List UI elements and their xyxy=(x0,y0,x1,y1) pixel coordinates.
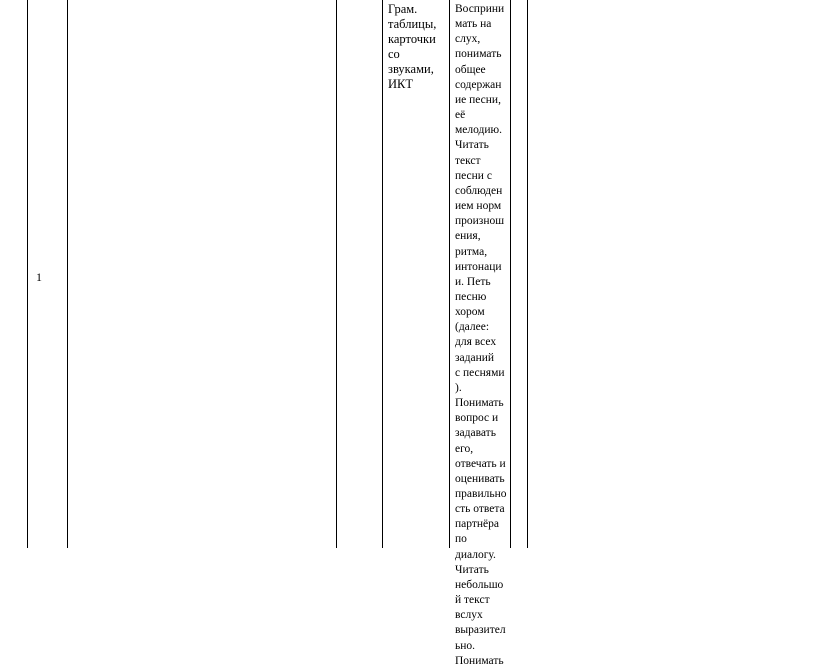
table-border-col-2 xyxy=(336,0,337,548)
table-border-left xyxy=(27,0,28,548)
row-number-cell: 1 xyxy=(36,270,42,284)
activities-cell: Восприни мать на слух, понимать общее содержан ие песни, её мелодию. Читать текст песни с соблюден ием норм произнош ения, ритма, интонаци и. Петь песню хором (далее: для всех заданий с песнями ). Понимать вопрос и задавать его, отвечать и оценивать правильно сть ответа партнёра по диалогу. Читать небольшо й текст вслух выразител ьно. Понимать xyxy=(455,3,507,667)
table-border-right xyxy=(527,0,528,548)
materials-cell: Грам. таблицы, карточки со звуками, ИКТ xyxy=(388,2,437,91)
table-border-col-5 xyxy=(510,0,511,548)
table-border-col-4 xyxy=(449,0,450,548)
table-border-col-3 xyxy=(382,0,383,548)
table-border-col-1 xyxy=(67,0,68,548)
